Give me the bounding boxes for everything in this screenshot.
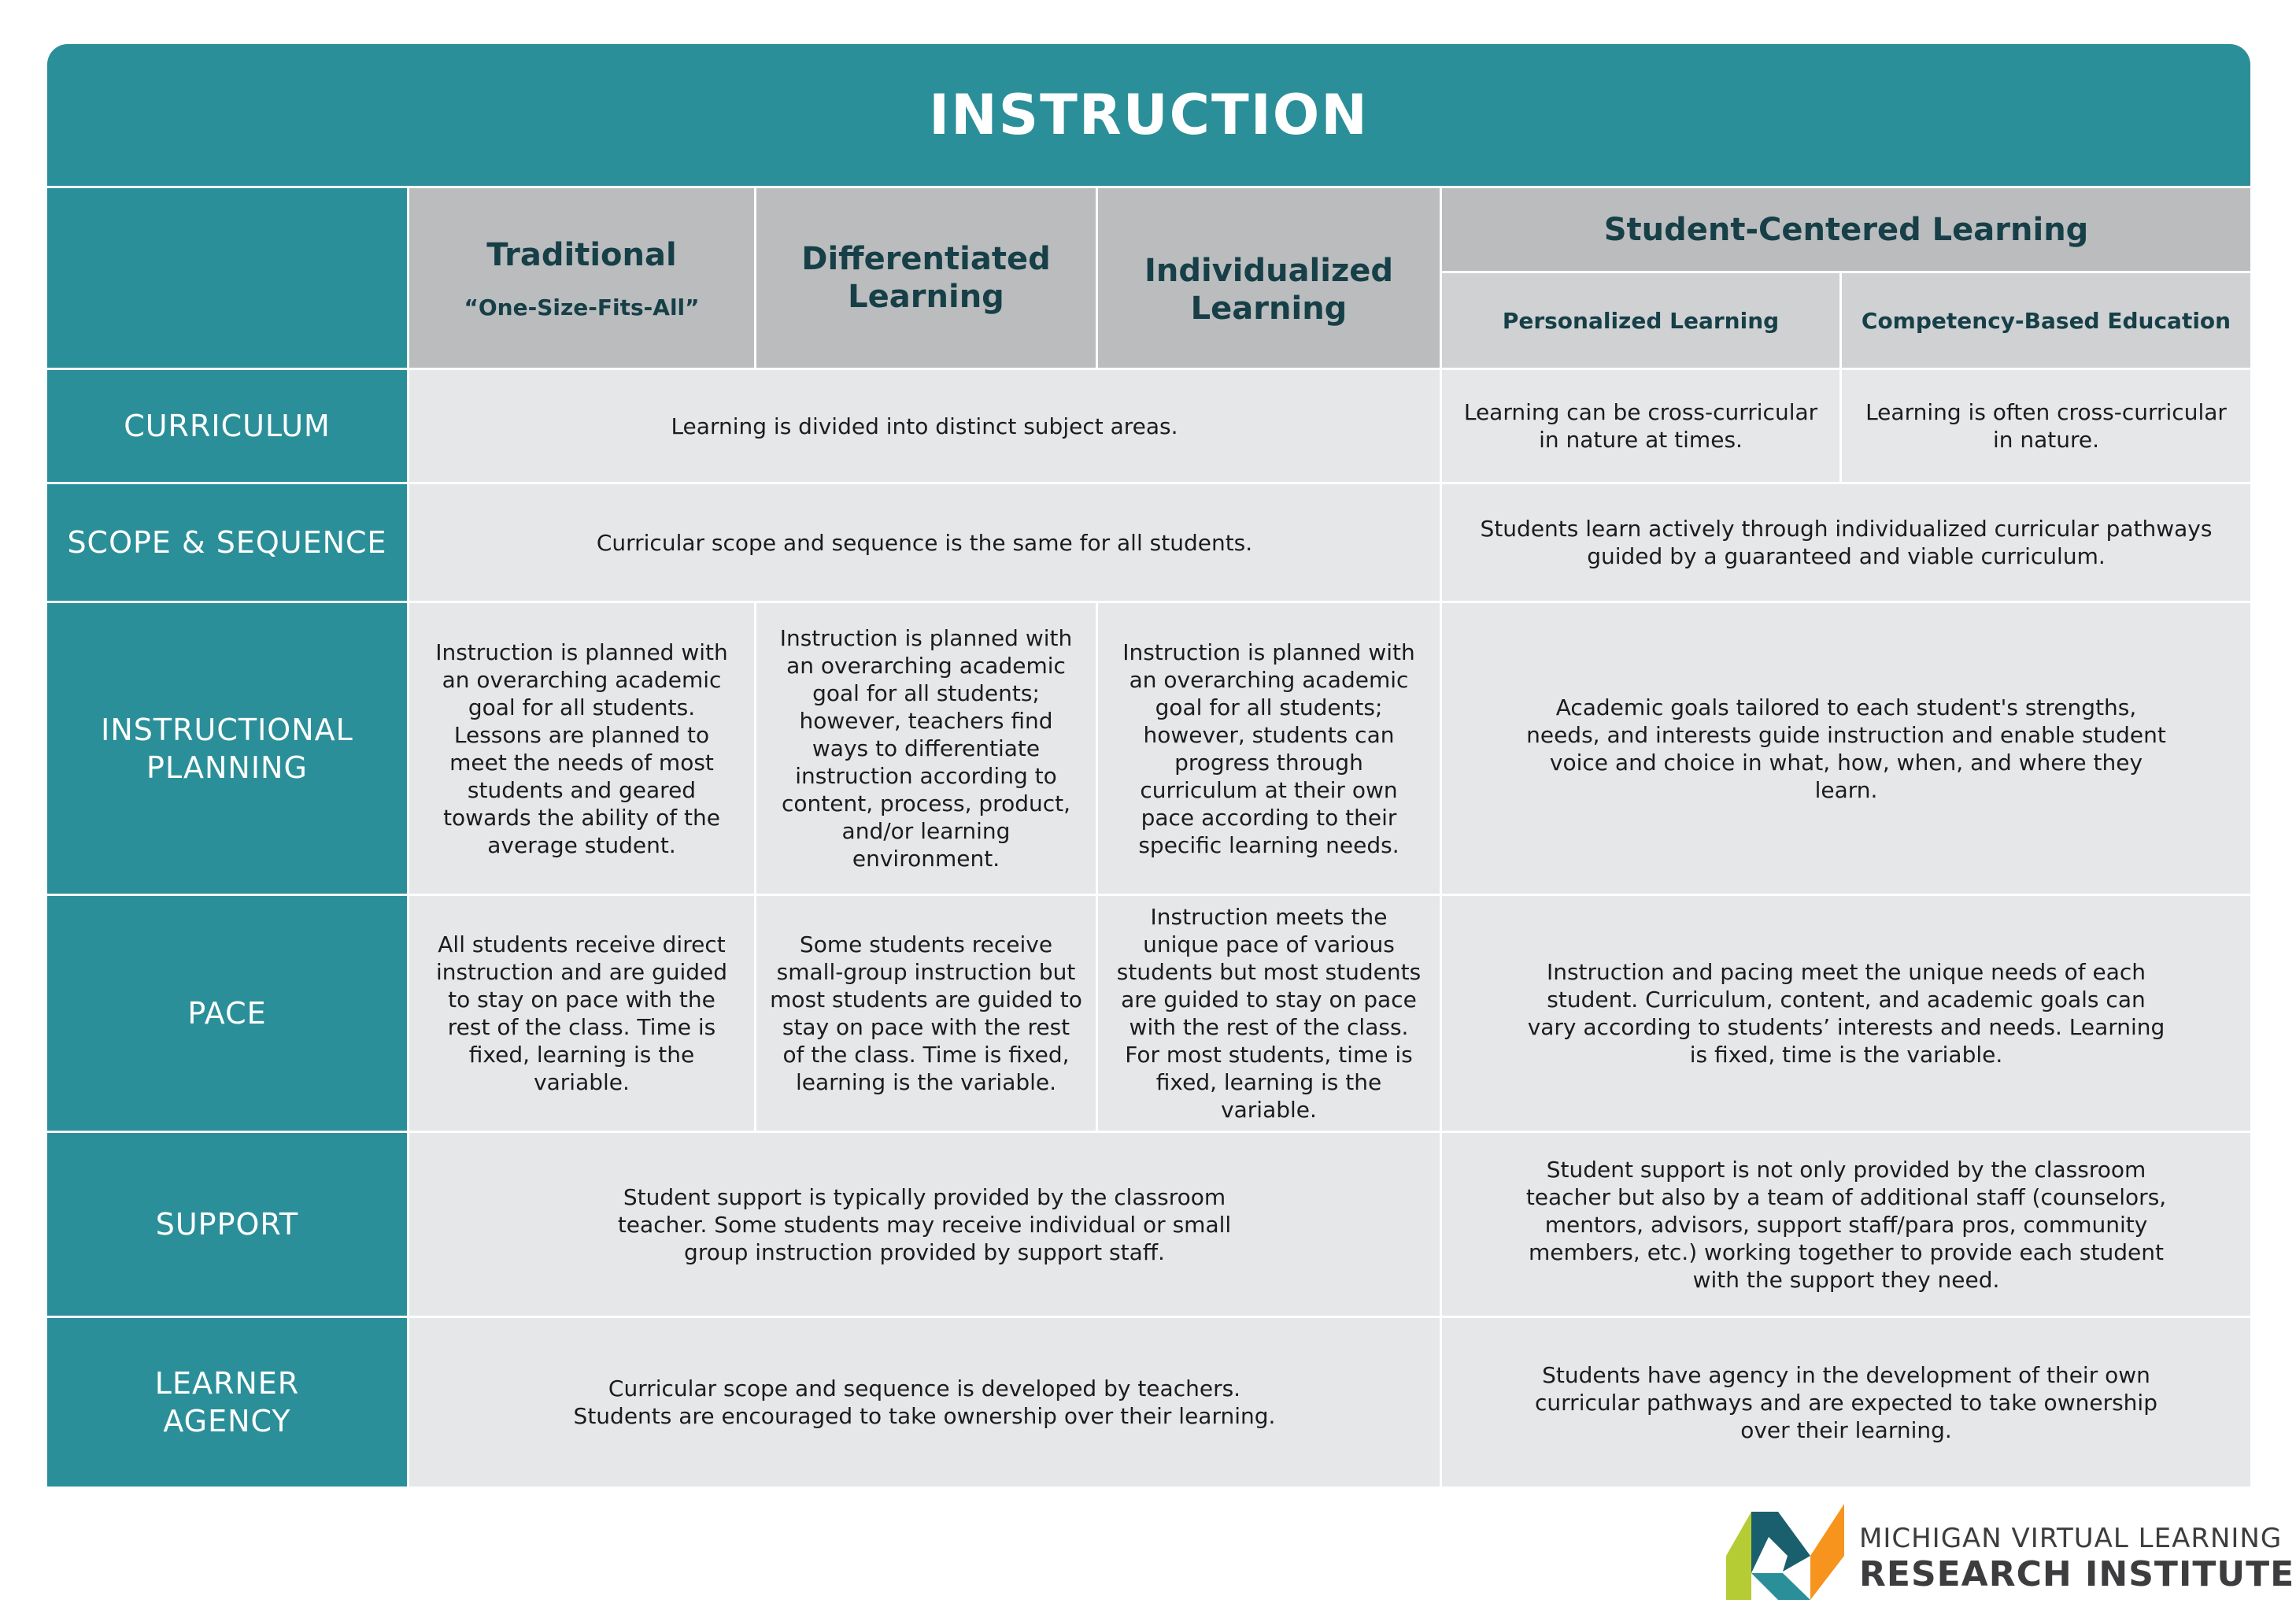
logo-line-2: RESEARCH INSTITUTE (1859, 1554, 2295, 1594)
cell-text: Students learn actively through individualized curricular pathways guided by a guaranteed and viable curriculum. (1480, 516, 2213, 569)
cell-text: Instruction meets the unique pace of various students but most students are guided to stay on pace with the rest of the class. For most students, time is fixed, learning is the variable. (1116, 904, 1422, 1123)
row-label-text: CURRICULUM (124, 409, 331, 443)
cell-pace-student-centered (1440, 894, 2250, 1131)
cell-planning-differentiated (754, 601, 1096, 894)
row-label-support (47, 1131, 407, 1316)
column-header-differentiated (754, 186, 1096, 368)
column-header-label: Student-Centered Learning (1603, 211, 2089, 248)
cell-agency-shared (407, 1316, 1440, 1487)
cell-pace-traditional (407, 894, 754, 1131)
row-label-scope-sequence (47, 482, 407, 601)
cell-text: Some students receive small-group instruction but most students are guided to stay on pace with the rest of the class. Time is fixed, learning is the variable. (770, 931, 1082, 1095)
row-label-text: SUPPORT (155, 1207, 299, 1242)
cell-planning-student-centered (1440, 601, 2250, 894)
column-header-competency-based (1839, 271, 2250, 368)
cell-planning-traditional (407, 601, 754, 894)
row-label-learner-agency (47, 1316, 407, 1487)
mvlri-logo-text (1859, 1523, 2294, 1595)
cell-curriculum-personalized (1440, 368, 1839, 482)
cell-text: Academic goals tailored to each student's strengths, needs, and interests guide instruction and enable student voice and choice in what, how, when, and where they learn. (1526, 694, 2166, 803)
cell-text: Curricular scope and sequence is the same for all students. (596, 529, 1253, 556)
cell-text: Student support is typically provided by the classroom teacher. Some students may receive individual or small group instruction provided by support staff. (617, 1183, 1232, 1265)
column-header-note: “One-Size-Fits-All” (464, 294, 700, 320)
mvlri-logo-mark-icon (1726, 1502, 1844, 1603)
title-band (47, 44, 2250, 186)
column-header-label: Traditional (486, 236, 677, 273)
cell-agency-student-centered (1440, 1316, 2250, 1487)
row-label-text: LEARNER AGENCY (154, 1366, 300, 1438)
cell-text: Instruction is planned with an overarching academic goal for all students; however, teachers find ways to differentiate instruction according to content, process, product, and/or learning environment. (779, 625, 1073, 872)
cell-curriculum-shared (407, 368, 1440, 482)
row-label-pace (47, 894, 407, 1131)
cell-support-shared (407, 1131, 1440, 1316)
logo-line-1: MICHIGAN VIRTUAL LEARNING (1859, 1523, 2283, 1554)
page-title: INSTRUCTION (929, 83, 1369, 147)
row-label-curriculum (47, 368, 407, 482)
cell-curriculum-competency (1839, 368, 2250, 482)
cell-pace-differentiated (754, 894, 1096, 1131)
cell-text: Learning can be cross-curricular in nature at times. (1463, 399, 1818, 453)
cell-text: Learning is often cross-curricular in nature. (1865, 399, 2227, 453)
cell-text: Instruction and pacing meet the unique needs of each student. Curriculum, content, and academic goals can vary according to students’ interests and needs. Learning is fixed, time is the variable. (1527, 959, 2165, 1068)
column-header-individualized (1096, 186, 1440, 368)
cell-text: Instruction is planned with an overarching academic goal for all students; however, students can progress through curriculum at their own pace according to their specific learning needs. (1122, 639, 1415, 858)
cell-text: Curricular scope and sequence is developed by teachers. Students are encouraged to take ownership over their learning. (573, 1375, 1276, 1429)
column-header-student-centered (1440, 186, 2250, 271)
cell-text: Learning is divided into distinct subject areas. (671, 413, 1178, 439)
header-corner (47, 186, 407, 368)
cell-scope-shared (407, 482, 1440, 601)
column-header-label: Differentiated Learning (801, 241, 1051, 315)
row-label-text: SCOPE & SEQUENCE (67, 525, 387, 560)
row-label-text: INSTRUCTIONAL PLANNING (101, 712, 353, 785)
column-header-personalized (1440, 271, 1839, 368)
column-header-traditional (407, 186, 754, 368)
cell-text: Students have agency in the development of their own curricular pathways and are expected to take ownership over their learning. (1535, 1361, 2157, 1443)
cell-support-student-centered (1440, 1131, 2250, 1316)
row-label-instructional-planning (47, 601, 407, 894)
cell-text: Student support is not only provided by the classroom teacher but also by a team of additional staff (counselors, mentors, advisors, support staff/para pros, community members, etc.) working together to provide each student with the support they need. (1525, 1156, 2167, 1293)
cell-text: All students receive direct instruction and are guided to stay on pace with the rest of the class. Time is fixed, learning is the variable. (435, 931, 728, 1095)
cell-planning-individualized (1096, 601, 1440, 894)
subcolumn-header-label: Personalized Learning (1502, 307, 1780, 334)
cell-pace-individualized (1096, 894, 1440, 1131)
cell-scope-student-centered (1440, 482, 2250, 601)
column-header-label: Individualized Learning (1144, 253, 1394, 327)
row-label-text: PACE (187, 996, 267, 1031)
instruction-comparison-table (47, 44, 2250, 1487)
subcolumn-header-label: Competency-Based Education (1861, 307, 2231, 334)
cell-text: Instruction is planned with an overarching academic goal for all students. Lessons are planned to meet the needs of most students and geared towards the ability of the average student. (435, 639, 728, 858)
